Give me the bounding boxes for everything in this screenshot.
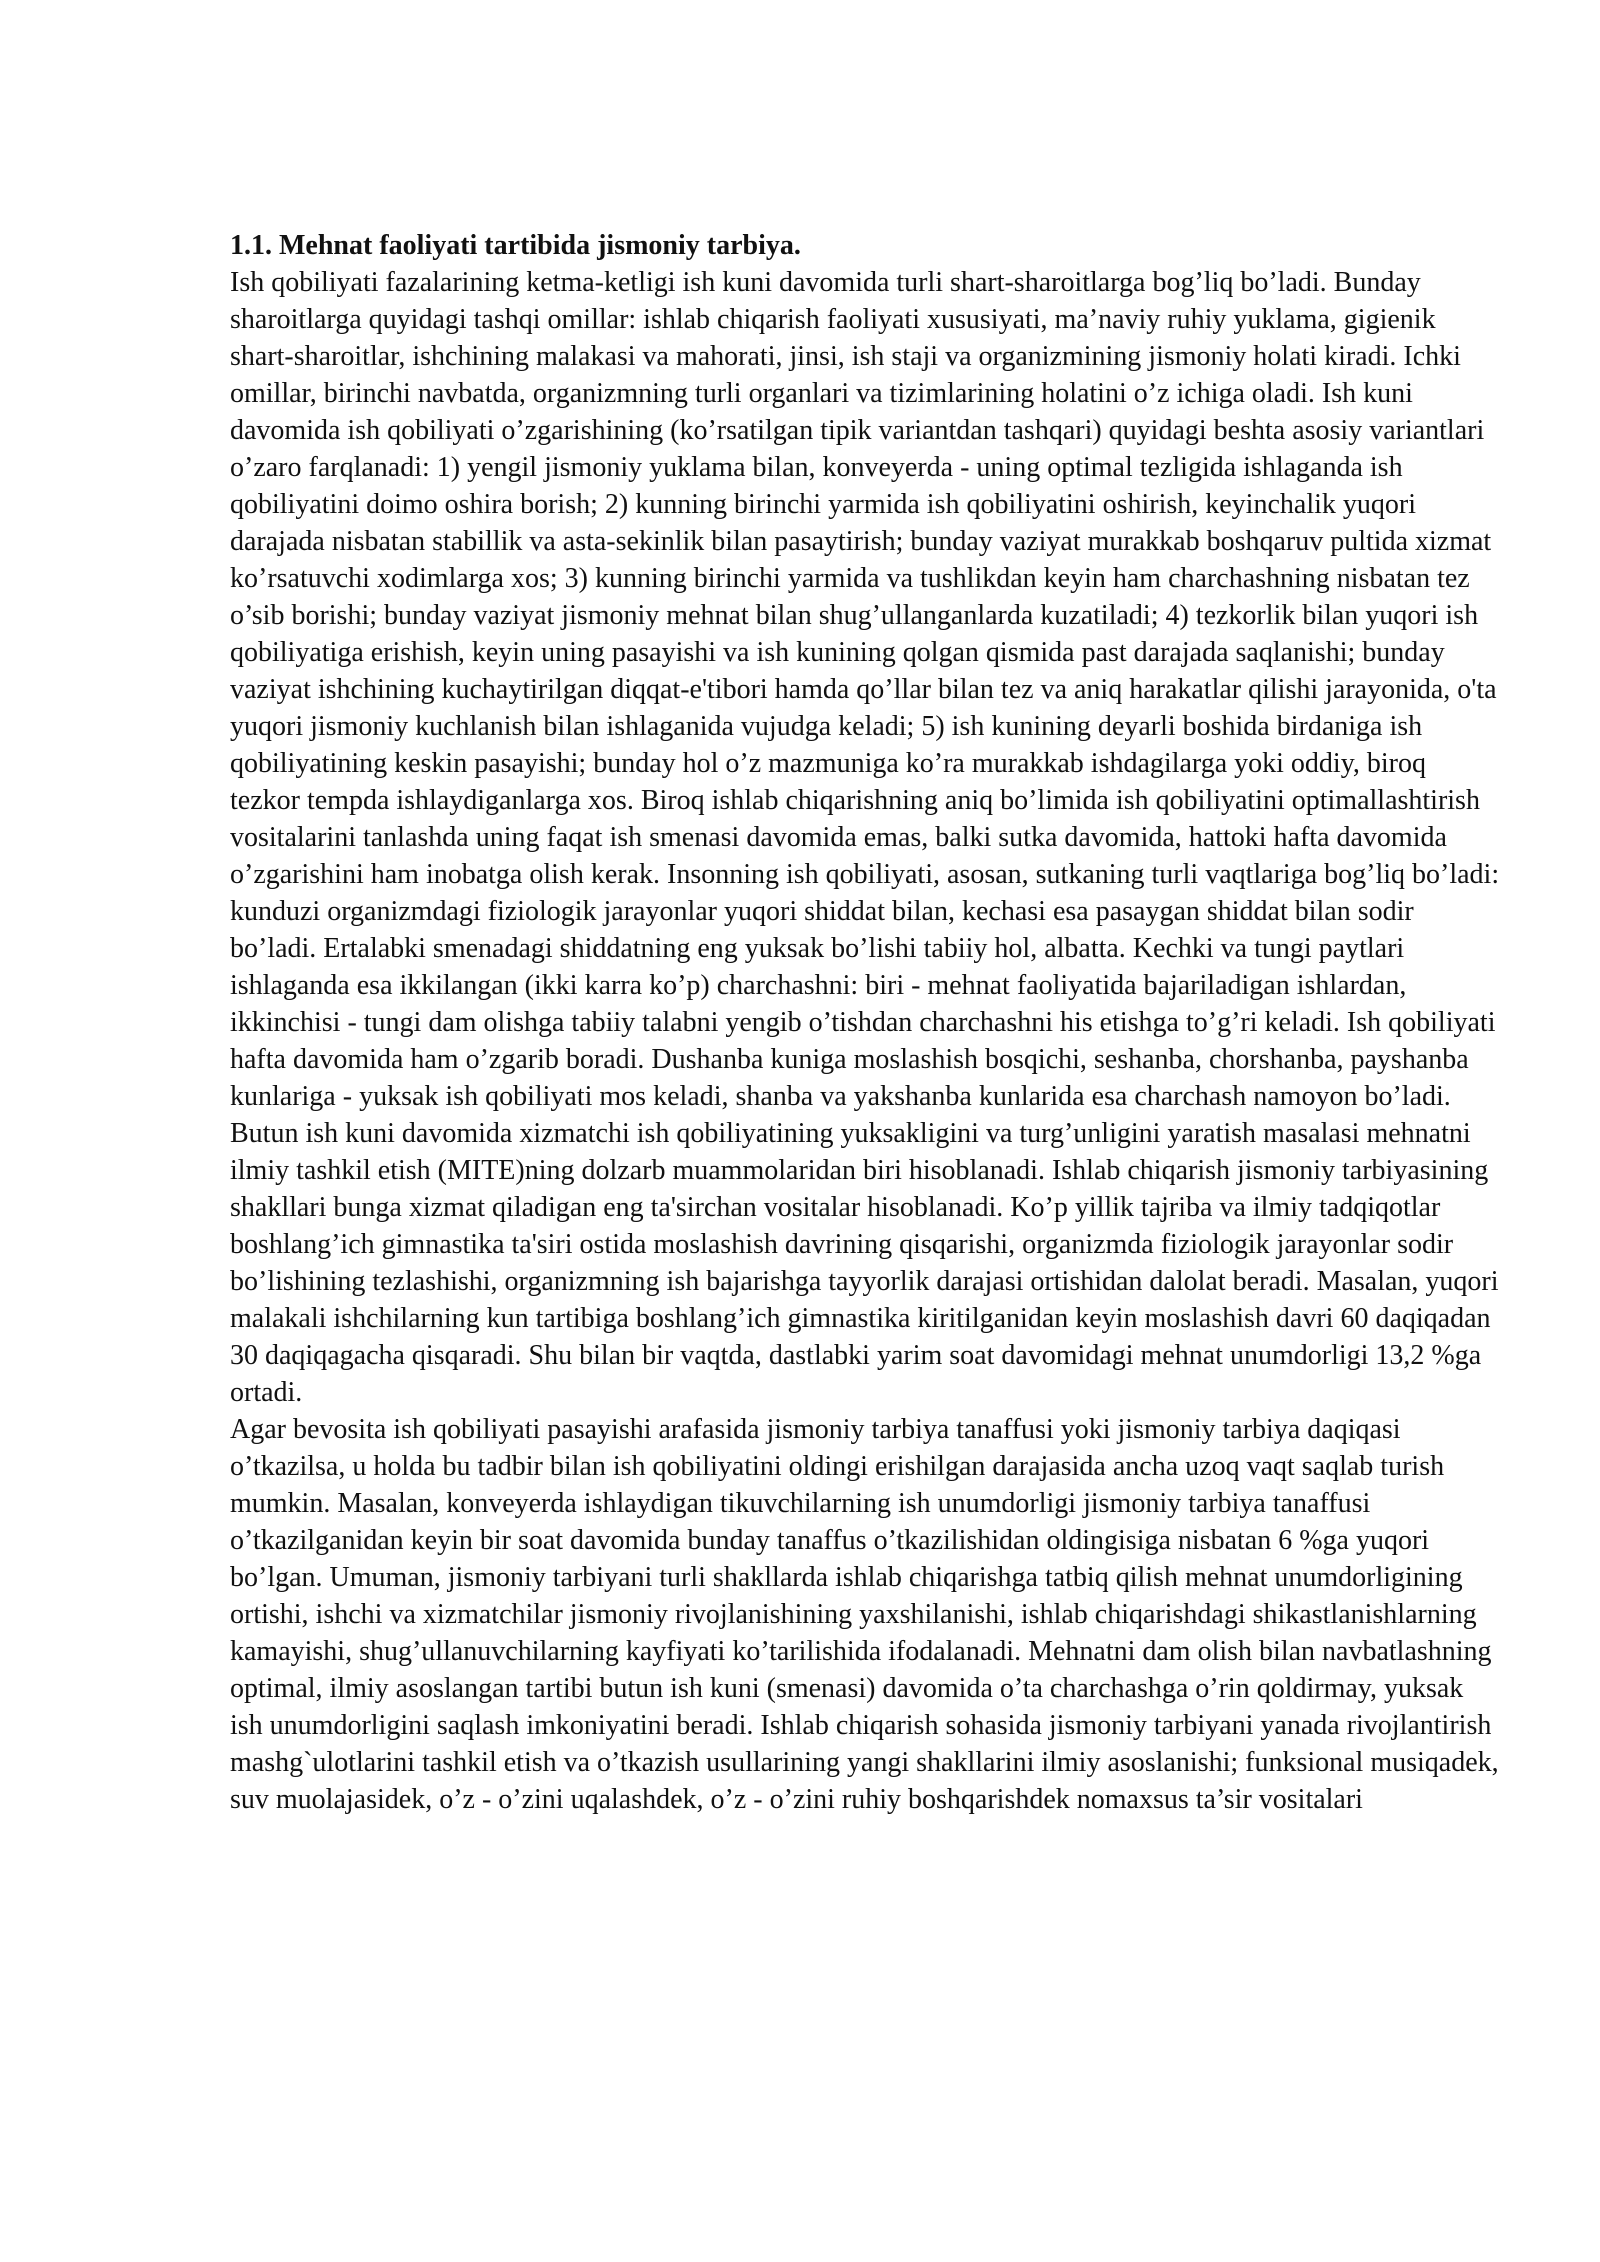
body-paragraph-2: Agar bevosita ish qobiliyati pasayishi arafasida jismoniy tarbiya tanaffusi yoki jismoniy tarbiya daqiqasi o’tkazilsa, u holda bu tadbir bilan ish qobiliyatini oldingi erishilgan darajasida ancha uzoq vaqt saqlab turish mumkin. Masalan, konveyerda ishlaydigan tikuvchilarning ish unumdorligi jismoniy tarbiya tanaffusi o’tkazilganidan keyin bir soat davomida bunday tanaffus o’tkazilishidan oldingisiga nisbatan 6 %ga yuqori bo’lgan. Umuman, jismoniy tarbiyani turli shakllarda ishlab chiqarishga tatbiq qilish mehnat unumdorligining ortishi, ishchi va xizmatchilar jismoniy rivojlanishining yaxshilanishi, ishlab chiqarishdagi shikastlanishlarning kamayishi, shug’ullanuvchilarning kayfiyati ko’tarilishida ifodalanadi. Mehnatni dam olish bilan navbatlashning optimal, ilmiy asoslangan tartibi butun ish kuni (smenasi) davomida o’ta charchashga o’rin qoldirmay, yuksak ish unumdorligini saqlash imkoniyatini beradi. Ishlab chiqarish sohasida jismoniy tarbiyani yanada rivojlantirish mashg`ulotlarini tashkil etish va o’tkazish usullarining yangi shakllarini ilmiy asoslanishi; funksional musiqadek, suv muolajasidek, o’z - o’zini uqalashdek, o’z - o’zini ruhiy boshqarishdek nomaxsus ta’sir vositalari [230, 1414, 1499, 1815]
section-heading: 1.1. Mehnat faoliyati tartibida jismoniy tarbiya. [230, 230, 801, 261]
document-body [230, 227, 1500, 1818]
body-paragraph-1: Ish qobiliyati fazalarining ketma-ketligi ish kuni davomida turli shart-sharoitlarga bog’liq bo’ladi. Bunday sharoitlarga quyidagi tashqi omillar: ishlab chiqarish faoliyati xususiyati, ma’naviy ruhiy yuklama, gigienik shart-sharoitlar, ishchining malakasi va mahorati, jinsi, ish staji va organizmining jismoniy holati kiradi. Ichki omillar, birinchi navbatda, organizmning turli organlari va tizimlarining holatini o’z ichiga oladi. Ish kuni davomida ish qobiliyati o’zgarishining (ko’rsatilgan tipik variantdan tashqari) quyidagi beshta asosiy variantlari o’zaro farqlanadi: 1) yengil jismoniy yuklama bilan, konveyerda - uning optimal tezligida ishlaganda ish qobiliyatini doimo oshira borish; 2) kunning birinchi yarmida ish qobiliyatini oshirish, keyinchalik yuqori darajada nisbatan stabillik va asta-sekinlik bilan pasaytirish; bunday vaziyat murakkab boshqaruv pultida xizmat ko’rsatuvchi xodimlarga xos; 3) kunning birinchi yarmida va tushlikdan keyin ham charchashning nisbatan tez o’sib borishi; bunday vaziyat jismoniy mehnat bilan shug’ullanganlarda kuzatiladi; 4) tezkorlik bilan yuqori ish qobiliyatiga erishish, keyin uning pasayishi va ish kunining qolgan qismida past darajada saqlanishi; bunday vaziyat ishchining kuchaytirilgan diqqat-e'tibori hamda qo’llar bilan tez va aniq harakatlar qilishi jarayonida, o'ta yuqori jismoniy kuchlanish bilan ishlaganida vujudga keladi; 5) ish kunining deyarli boshida birdaniga ish qobiliyatining keskin pasayishi; bunday hol o’z mazmuniga ko’ra murakkab ishdagilarga yoki oddiy, biroq tezkor tempda ishlaydiganlarga xos. Biroq ishlab chiqarishning aniq bo’limida ish qobiliyatini optimallashtirish vositalarini tanlashda uning faqat ish smenasi davomida emas, balki sutka davomida, hattoki hafta davomida o’zgarishini ham inobatga olish kerak. Insonning ish qobiliyati, asosan, sutkaning turli vaqtlariga bog’liq bo’ladi: kunduzi organizmdagi fiziologik jarayonlar yuqori shiddat bilan, kechasi esa pasaygan shiddat bilan sodir bo’ladi. Ertalabki smenadagi shiddatning eng yuksak bo’lishi tabiiy hol, albatta. Kechki va tungi paytlari ishlaganda esa ikkilangan (ikki karra ko’p) charchashni: biri - mehnat faoliyatida bajariladigan ishlardan, ikkinchisi - tungi dam olishga tabiiy talabni yengib o’tishdan charchashni his etishga to’g’ri keladi. Ish qobiliyati hafta davomida ham o’zgarib boradi. Dushanba kuniga moslashish bosqichi, seshanba, chorshanba, payshanba kunlariga - yuksak ish qobiliyati mos keladi, shanba va yakshanba kunlarida esa charchash namoyon bo’ladi. Butun ish kuni davomida xizmatchi ish qobiliyatining yuksakligini va turg’unligini yaratish masalasi mehnatni ilmiy tashkil etish (MITE)ning dolzarb muammolaridan biri hisoblanadi. Ishlab chiqarish jismoniy tarbiyasining shakllari bunga xizmat qiladigan eng ta'sirchan vositalar hisoblanadi. Ko’p yillik tajriba va ilmiy tadqiqotlar boshlang’ich gimnastika ta'siri ostida moslashish davrining qisqarishi, organizmda fiziologik jarayonlar sodir bo’lishining tezlashishi, organizmning ish bajarishga tayyorlik darajasi ortishidan dalolat beradi. Masalan, yuqori malakali ishchilarning kun tartibiga boshlang’ich gimnastika kiritilganidan keyin moslashish davri 60 daqiqadan 30 daqiqagacha qisqaradi. Shu bilan bir vaqtda, dastlabki yarim soat davomidagi mehnat unumdorligi 13,2 %ga ortadi. [230, 267, 1500, 1408]
